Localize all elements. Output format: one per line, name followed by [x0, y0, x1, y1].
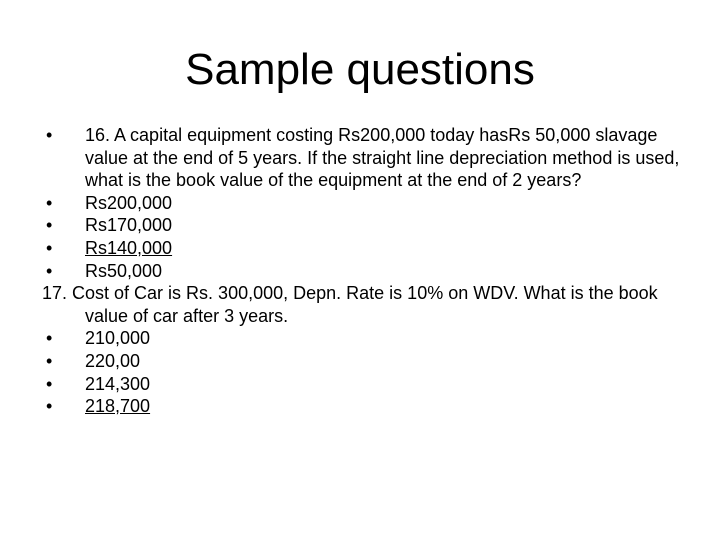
- option-text-answer: 218,700: [85, 396, 151, 417]
- bullet-icon: •: [46, 260, 53, 281]
- question-16-option-c: [42, 237, 692, 260]
- bullet-icon: •: [46, 328, 53, 349]
- question-16-option-b: [42, 214, 692, 237]
- question-16-option-d: [42, 260, 692, 283]
- option-text: Rs50,000: [85, 260, 163, 281]
- bullet-icon: •: [46, 373, 53, 394]
- bullet-icon: •: [46, 125, 53, 145]
- option-text: Rs200,000: [85, 192, 173, 213]
- question-16-text: 16. A capital equipment costing Rs200,000 today hasRs 50,000 slavage value at the end of 5 years. If the straight line depreciation method is used, what is the book value of the equipment at the end of 2 years?: [85, 125, 680, 191]
- question-17-option-d: [42, 395, 692, 418]
- option-text: 214,300: [85, 373, 151, 394]
- option-text: 210,000: [85, 328, 151, 349]
- option-text: 220,00: [85, 350, 141, 371]
- bullet-icon: •: [46, 396, 53, 417]
- slide-title: Sample questions: [185, 45, 535, 94]
- option-text: Rs170,000: [85, 215, 173, 236]
- bullet-icon: •: [46, 192, 53, 213]
- option-text-answer: Rs140,000: [85, 237, 173, 258]
- slide-content: [42, 124, 692, 418]
- bullet-icon: •: [46, 350, 53, 371]
- question-17-text: 17. Cost of Car is Rs. 300,000, Depn. Rate is 10% on WDV. What is the book value of car after 3 years.: [42, 283, 658, 326]
- question-17-option-a: [42, 327, 692, 350]
- question-16: [42, 124, 692, 192]
- question-17-option-c: [42, 373, 692, 396]
- bullet-icon: •: [46, 237, 53, 258]
- question-17: [42, 282, 692, 327]
- question-17-option-b: [42, 350, 692, 373]
- question-16-option-a: [42, 192, 692, 215]
- bullet-icon: •: [46, 215, 53, 236]
